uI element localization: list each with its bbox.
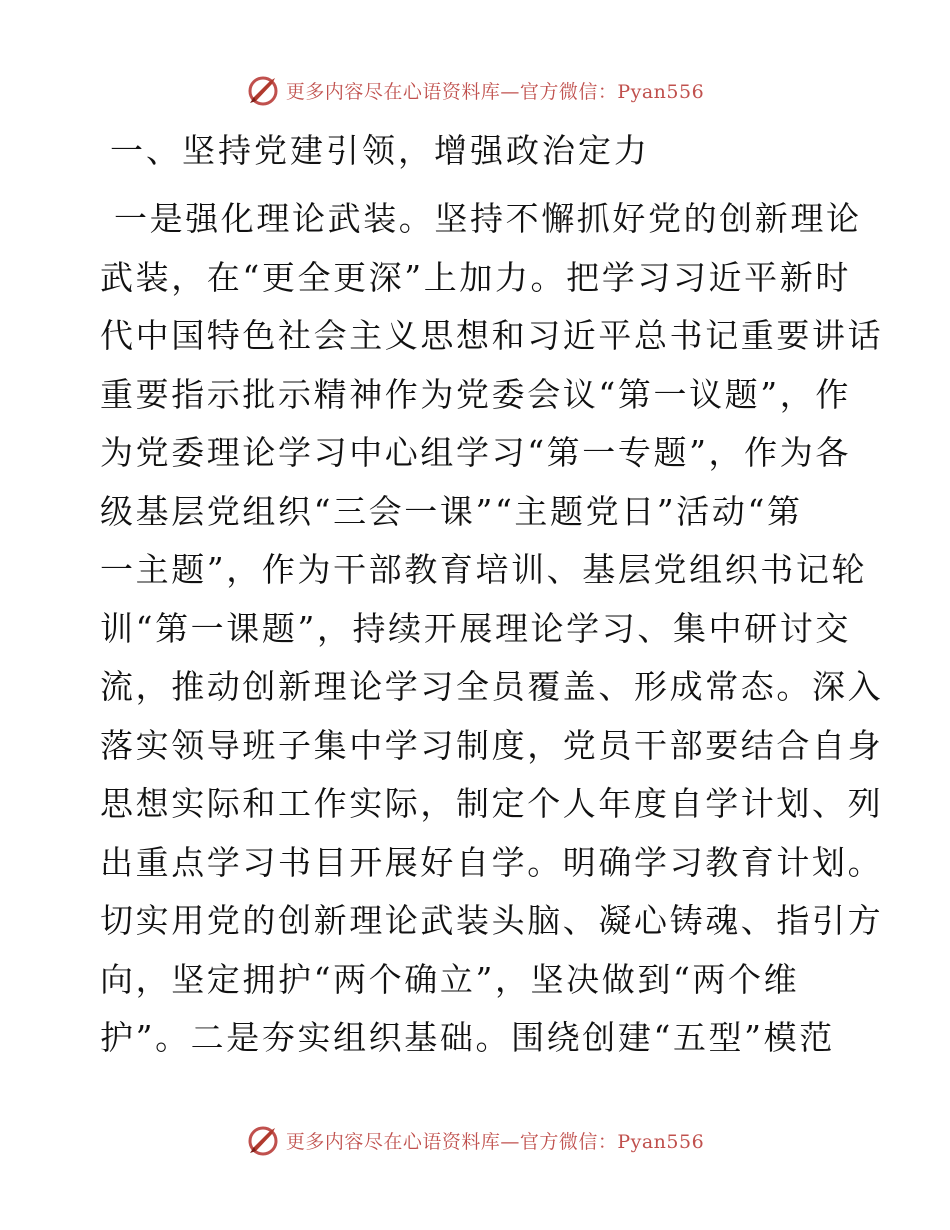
- paragraph-line: 级基层党组织“三会一课”“主题党日”活动“第: [100, 491, 803, 531]
- paragraph-line: 一主题”，作为干部教育培训、基层党组织书记轮: [100, 550, 868, 589]
- paragraph-line: 流，推动创新理论学习全员覆盖、形成常态。深入: [100, 667, 884, 706]
- paragraph-line: 代中国特色社会主义思想和习近平总书记重要讲话: [100, 316, 884, 355]
- paragraph-line: 向，坚定拥护“两个确立”，坚决做到“两个维: [100, 959, 800, 999]
- paragraph-line: 落实领导班子集中学习制度，党员干部要结合自身: [100, 725, 884, 765]
- pen-circle-logo-icon: [246, 1123, 280, 1157]
- paragraph-line: 武装，在“更全更深”上加力。把学习习近平新时: [100, 257, 851, 297]
- pen-circle-logo-icon: [246, 73, 280, 107]
- paragraph-line: 切实用党的创新理论武装头脑、凝心铸魂、指引方: [100, 901, 884, 940]
- header-watermark: [0, 70, 950, 110]
- paragraph-line: 训“第一课题”，持续开展理论学习、集中研讨交: [100, 608, 851, 648]
- watermark-text: 更多内容尽在心语资料库—官方微信：Pyan556: [285, 80, 705, 103]
- section-heading: 一、坚持党建引领，增强政治定力: [110, 131, 650, 170]
- body-paragraph: [100, 190, 884, 1068]
- paragraph-line: 一是强化理论武装。坚持不懈抓好党的创新理论: [114, 199, 862, 238]
- paragraph-line: 护”。二是夯实组织基础。围绕创建“五型”模范: [100, 1018, 835, 1057]
- paragraph-line: 为党委理论学习中心组学习“第一专题”，作为各: [100, 433, 851, 472]
- paragraph-line: 出重点学习书目开展好自学。明确学习教育计划。: [100, 842, 884, 882]
- paragraph-line: 思想实际和工作实际，制定个人年度自学计划、列: [100, 784, 884, 823]
- footer-watermark: [0, 1120, 950, 1160]
- paragraph-line: 重要指示批示精神作为党委会议“第一议题”，作: [100, 374, 851, 414]
- watermark-text: 更多内容尽在心语资料库—官方微信：Pyan556: [285, 1130, 705, 1153]
